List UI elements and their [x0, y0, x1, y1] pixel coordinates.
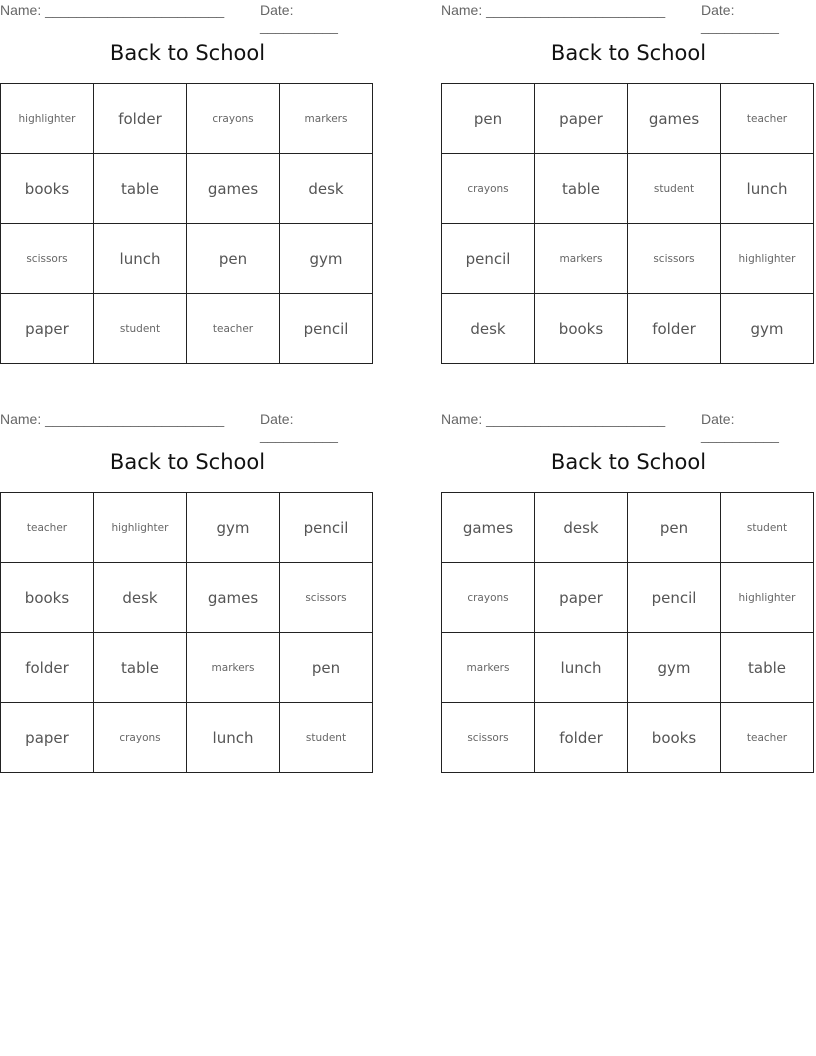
grid-cell: student: [94, 294, 187, 364]
grid-row: [1, 703, 373, 773]
grid-cell: paper: [1, 294, 94, 364]
date-field-label: Date: __________: [701, 2, 779, 34]
grid-cell: paper: [535, 84, 628, 154]
grid-cell: desk: [535, 493, 628, 563]
grid-cell: folder: [94, 84, 187, 154]
grid-cell: student: [628, 154, 721, 224]
grid-cell: pencil: [280, 493, 373, 563]
grid-row: [1, 633, 373, 703]
grid-cell: pen: [628, 493, 721, 563]
grid-row: [442, 563, 814, 633]
grid-cell: lunch: [187, 703, 280, 773]
grid-row: [442, 154, 814, 224]
grid-cell: teacher: [721, 703, 814, 773]
grid-row: [1, 493, 373, 563]
grid-cell: scissors: [442, 703, 535, 773]
grid-cell: pencil: [628, 563, 721, 633]
bingo-card-3: [0, 409, 375, 747]
grid-cell: student: [280, 703, 373, 773]
grid-cell: books: [628, 703, 721, 773]
card-title: Back to School: [109, 450, 266, 474]
grid-cell: gym: [280, 224, 373, 294]
card-title: Back to School: [550, 41, 707, 65]
bingo-card-1: [0, 0, 375, 338]
grid-cell: paper: [1, 703, 94, 773]
grid-cell: highlighter: [94, 493, 187, 563]
bingo-grid: [0, 83, 373, 364]
date-field-label: Date: __________: [260, 2, 338, 34]
grid-cell: pen: [442, 84, 535, 154]
date-field-label: Date: __________: [260, 411, 338, 443]
grid-cell: books: [1, 563, 94, 633]
card-header: [0, 409, 375, 443]
grid-cell: teacher: [721, 84, 814, 154]
name-field-label: Name: _______________________: [441, 2, 666, 18]
grid-cell: scissors: [628, 224, 721, 294]
grid-cell: table: [94, 154, 187, 224]
grid-cell: desk: [442, 294, 535, 364]
grid-cell: gym: [721, 294, 814, 364]
card-header: [441, 0, 816, 34]
card-title: Back to School: [550, 450, 707, 474]
grid-cell: highlighter: [721, 563, 814, 633]
grid-cell: pen: [280, 633, 373, 703]
grid-cell: markers: [535, 224, 628, 294]
grid-cell: pencil: [280, 294, 373, 364]
bingo-grid: [441, 83, 814, 364]
grid-cell: markers: [442, 633, 535, 703]
grid-row: [1, 154, 373, 224]
bingo-card-2: [441, 0, 816, 338]
grid-row: [1, 563, 373, 633]
grid-cell: games: [628, 84, 721, 154]
grid-cell: teacher: [1, 493, 94, 563]
grid-row: [442, 294, 814, 364]
grid-cell: scissors: [280, 563, 373, 633]
grid-cell: table: [721, 633, 814, 703]
grid-cell: folder: [628, 294, 721, 364]
grid-cell: desk: [94, 563, 187, 633]
card-header: [441, 409, 816, 443]
grid-cell: highlighter: [1, 84, 94, 154]
card-title: Back to School: [109, 41, 266, 65]
grid-row: [1, 224, 373, 294]
grid-cell: folder: [1, 633, 94, 703]
grid-cell: teacher: [187, 294, 280, 364]
grid-cell: student: [721, 493, 814, 563]
date-field-label: Date: __________: [701, 411, 779, 443]
grid-cell: crayons: [187, 84, 280, 154]
grid-cell: markers: [280, 84, 373, 154]
grid-cell: pencil: [442, 224, 535, 294]
grid-row: [442, 84, 814, 154]
grid-row: [442, 224, 814, 294]
grid-cell: games: [187, 154, 280, 224]
bingo-grid: [441, 492, 814, 773]
grid-cell: books: [535, 294, 628, 364]
card-header: [0, 0, 375, 34]
bingo-grid: [0, 492, 373, 773]
grid-cell: lunch: [721, 154, 814, 224]
grid-cell: highlighter: [721, 224, 814, 294]
name-field-label: Name: _______________________: [0, 2, 225, 18]
grid-cell: table: [94, 633, 187, 703]
grid-cell: crayons: [94, 703, 187, 773]
grid-cell: table: [535, 154, 628, 224]
grid-cell: books: [1, 154, 94, 224]
grid-cell: games: [187, 563, 280, 633]
name-field-label: Name: _______________________: [441, 411, 666, 427]
grid-row: [1, 294, 373, 364]
bingo-card-4: [441, 409, 816, 747]
grid-cell: gym: [628, 633, 721, 703]
grid-cell: folder: [535, 703, 628, 773]
grid-row: [442, 703, 814, 773]
grid-cell: crayons: [442, 563, 535, 633]
grid-cell: pen: [187, 224, 280, 294]
grid-cell: games: [442, 493, 535, 563]
grid-row: [442, 633, 814, 703]
grid-cell: paper: [535, 563, 628, 633]
grid-row: [1, 84, 373, 154]
grid-row: [442, 493, 814, 563]
grid-cell: crayons: [442, 154, 535, 224]
grid-cell: lunch: [94, 224, 187, 294]
grid-cell: markers: [187, 633, 280, 703]
name-field-label: Name: _______________________: [0, 411, 225, 427]
grid-cell: scissors: [1, 224, 94, 294]
grid-cell: desk: [280, 154, 373, 224]
grid-cell: gym: [187, 493, 280, 563]
grid-cell: lunch: [535, 633, 628, 703]
